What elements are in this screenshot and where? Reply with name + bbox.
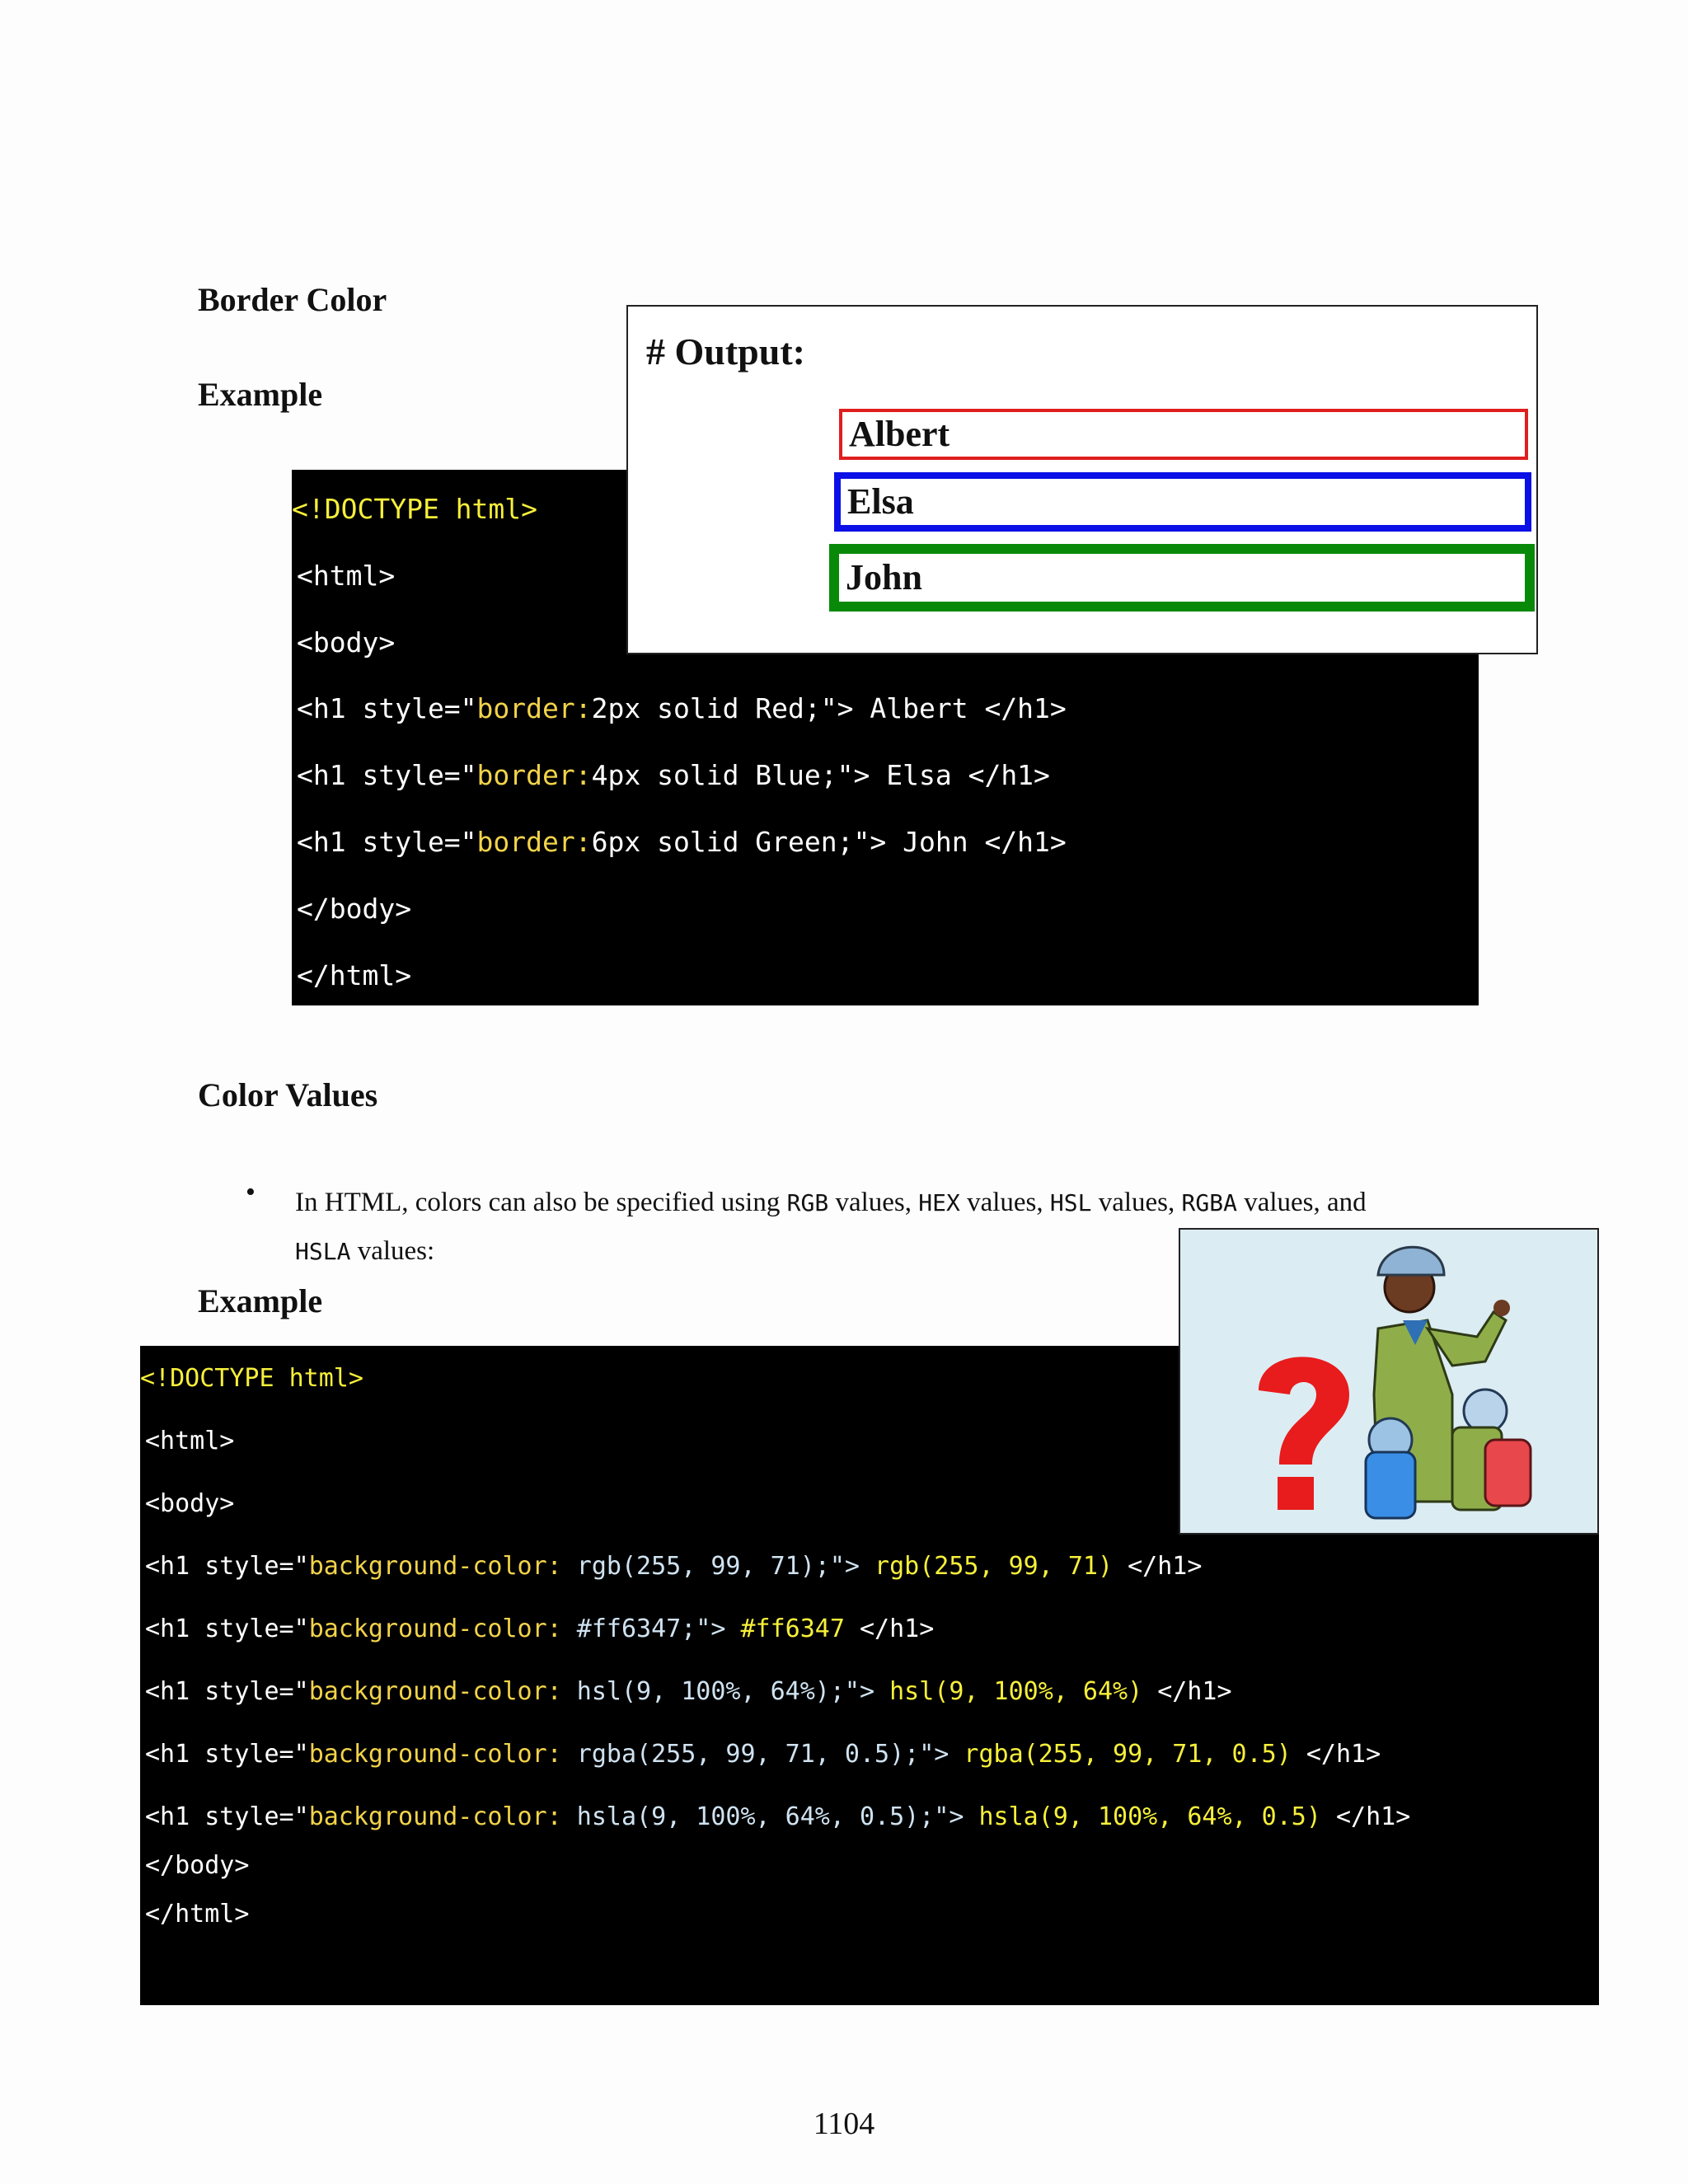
code-line: </html> (297, 959, 412, 991)
code-line: </html> (145, 1900, 250, 1929)
output-title: # Output: (646, 330, 805, 373)
code-line: <h1 style="border:2px solid Red;"> Albert </h1> (297, 692, 1067, 724)
output-preview-box (626, 305, 1538, 654)
border-color-heading: Border Color (198, 281, 387, 318)
code-line: <html> (297, 560, 396, 592)
code-line: <h1 style="border:4px solid Blue;"> Elsa </h1> (297, 759, 1050, 791)
code-line: <body> (145, 1489, 235, 1518)
code-line: <h1 style="background-color: hsl(9, 100%, 64%);"> hsl(9, 100%, 64%) </h1> (145, 1677, 1232, 1706)
code-line: <html> (145, 1427, 235, 1455)
code-line: <h1 style="background-color: hsla(9, 100%, 64%, 0.5);"> hsla(9, 100%, 64%, 0.5) </h1> (145, 1802, 1411, 1831)
example-label-2: Example (198, 1282, 323, 1319)
code-line: <!DOCTYPE html> (292, 493, 538, 525)
code-line: <h1 style="background-color: rgb(255, 99, 71);"> rgb(255, 99, 71) </h1> (145, 1552, 1203, 1581)
color-values-heading: Color Values (198, 1076, 378, 1113)
code-line: <h1 style="background-color: rgba(255, 99, 71, 0.5);"> rgba(255, 99, 71, 0.5) </h1> (145, 1740, 1381, 1769)
output-heading-john: John (829, 544, 1535, 612)
code-line: <h1 style="border:6px solid Green;"> John </h1> (297, 826, 1067, 858)
output-heading-albert: Albert (839, 409, 1528, 460)
bullet-text: In HTML, colors can also be specified using RGB values, HEX values, HSL values, RGBA values, and HSLA values: (295, 1188, 1367, 1266)
code-line: </body> (297, 893, 412, 925)
example-label-1: Example (198, 376, 323, 413)
page-number: 1104 (813, 2107, 875, 2141)
code-line: <!DOCTYPE html> (140, 1364, 363, 1393)
code-line: <h1 style="background-color: #ff6347;"> #ff6347 </h1> (145, 1615, 935, 1643)
code-line: </body> (145, 1851, 250, 1880)
bullet-icon: • (246, 1177, 256, 1207)
question-mark-clipart-icon (1179, 1228, 1599, 1535)
output-heading-elsa: Elsa (834, 472, 1531, 532)
code-line: <body> (297, 626, 396, 658)
